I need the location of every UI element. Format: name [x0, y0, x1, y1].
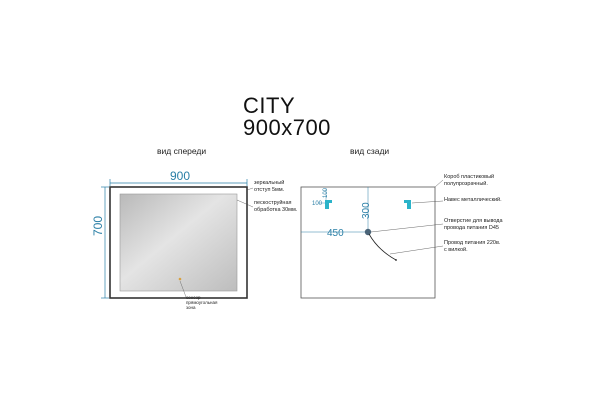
front-height-label: 700 [91, 215, 105, 236]
front-view-label: вид спереди [157, 146, 207, 156]
plug-icon [395, 259, 397, 261]
back-dim-300: 300 [361, 202, 372, 219]
back-dim-450: 450 [327, 228, 344, 239]
power-hole-icon [365, 229, 371, 235]
note-leader [247, 188, 253, 190]
front-note-sandblast: пескоструйная обработка 30мм. [254, 200, 298, 213]
back-view-label: вид сзади [350, 146, 390, 156]
model-size: 900x700 [243, 115, 331, 140]
back-note-metal-hook: Навес металлический. [444, 197, 502, 203]
back-note-power-hole: Отверстие для вывода провода питания D45 [444, 218, 503, 231]
model-title: CITY [243, 93, 296, 118]
back-note-plastic-box: Короб пластиковый полупрозрачный. [444, 174, 495, 187]
front-mirror [110, 187, 247, 298]
front-mirror-glass [120, 194, 237, 291]
back-dim-left-100: 100 [312, 201, 323, 207]
back-note-power-cable: Провод питания 220в. с вилкой. [444, 240, 501, 253]
note-leader [435, 180, 443, 187]
back-dim-vertical-100: 100 [323, 187, 329, 198]
front-note-mirror-offset: зеркальный отступ 5мм. [254, 180, 285, 193]
sensor-icon [179, 278, 182, 281]
front-height-dimension [101, 187, 109, 298]
sensor-note: сенсор прямоугольная зона [186, 295, 218, 310]
front-width-label: 900 [170, 169, 191, 183]
